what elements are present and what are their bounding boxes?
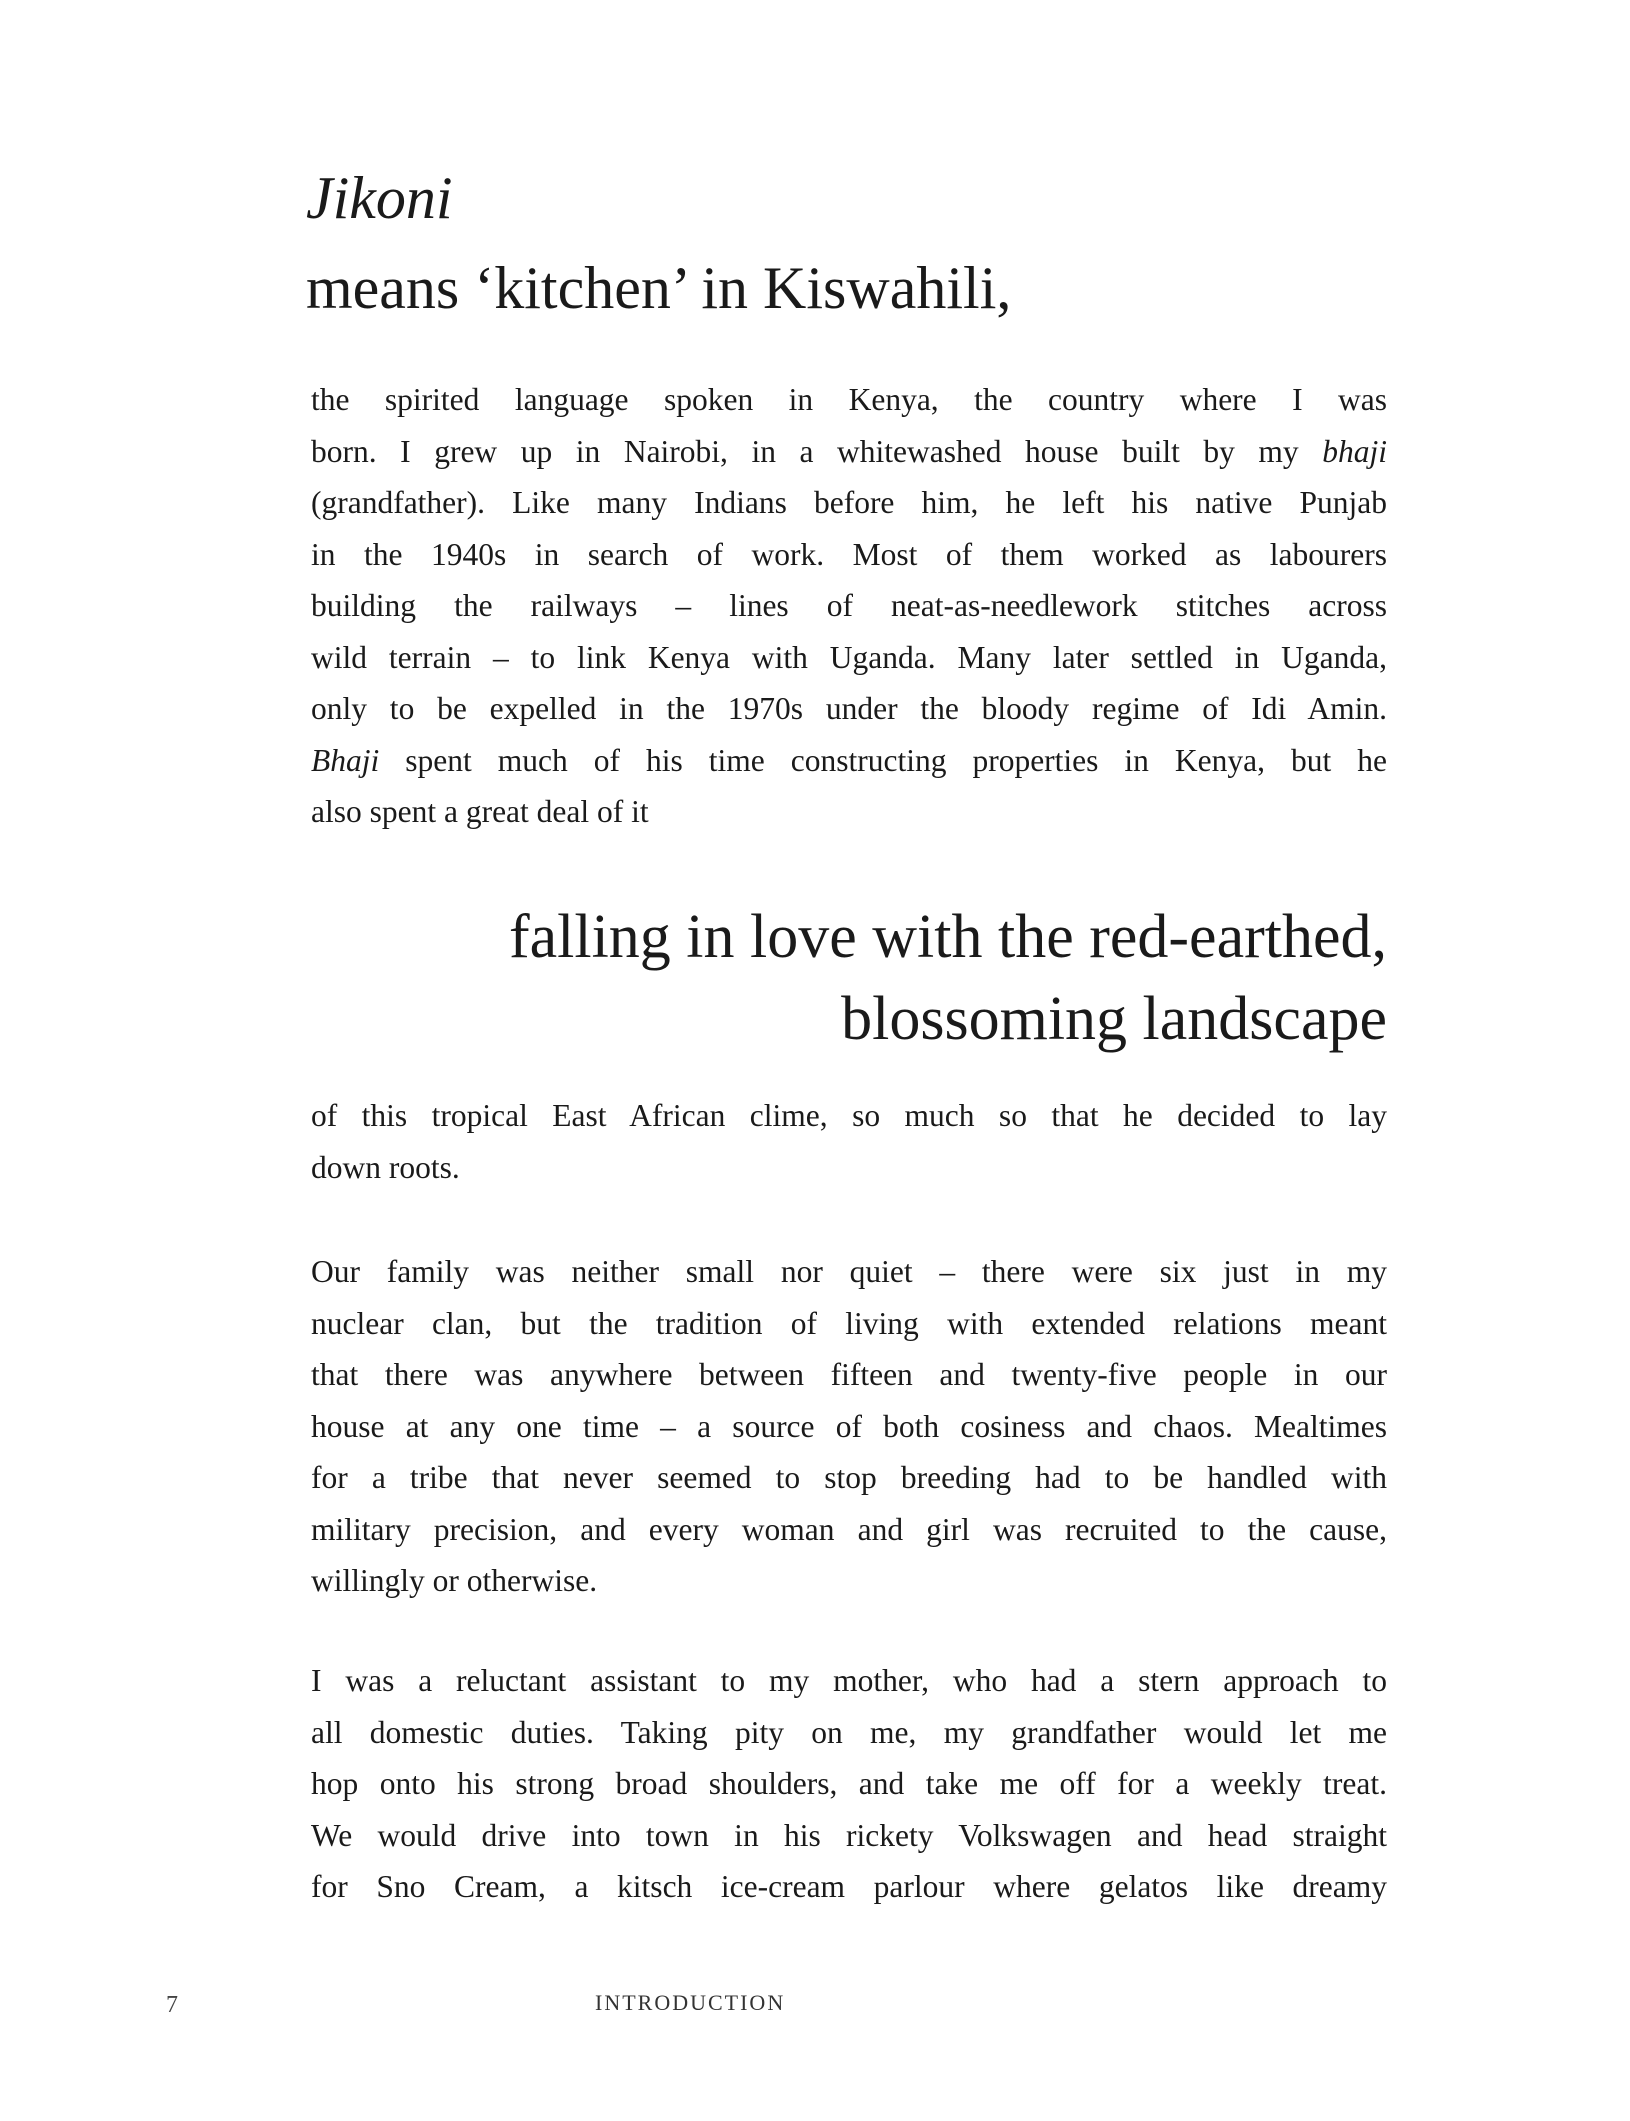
- text-segment: house at any one time – a source of both cosiness and chaos. Mealtimes: [311, 1408, 1387, 1444]
- text-segment: I was a reluctant assistant to my mother, who had a stern approach to: [311, 1663, 1387, 1698]
- text-line: [311, 1246, 1387, 1298]
- text-line: [311, 1555, 1387, 1607]
- text-segment: (grandfather). Like many Indians before him, he left his native Punjab: [311, 485, 1387, 520]
- text-segment: the spirited language spoken in Kenya, the country where I was: [311, 382, 1387, 417]
- text-line: [311, 580, 1387, 632]
- text-segment: spent much of his time constructing properties in Kenya, but he: [379, 742, 1387, 778]
- text-line: [311, 735, 1387, 787]
- text-line: [311, 426, 1387, 478]
- text-line: [311, 786, 1387, 838]
- text-segment: willingly or otherwise.: [311, 1563, 598, 1598]
- text-segment: down roots.: [311, 1149, 460, 1185]
- paragraph-4: [311, 1655, 1387, 1913]
- paragraph-1: [311, 374, 1387, 838]
- chapter-subtitle: means ‘kitchen’ in Kiswahili,: [306, 255, 1012, 321]
- text-line: [311, 1707, 1387, 1759]
- text-segment: in the 1940s in search of work. Most of them worked as labourers: [311, 536, 1387, 572]
- pull-quote-line-2: blossoming landscape: [841, 985, 1387, 1053]
- text-line: [311, 1298, 1387, 1350]
- text-line: [311, 477, 1387, 529]
- text-segment: only to be expelled in the 1970s under the bloody regime of Idi Amin.: [311, 691, 1387, 726]
- paragraph-3: [311, 1246, 1387, 1607]
- page-number: 7: [166, 1992, 178, 2018]
- text-segment: of this tropical East African clime, so much so that he decided to lay: [311, 1098, 1387, 1133]
- italic-word: bhaji: [1322, 433, 1387, 469]
- text-segment: for Sno Cream, a kitsch ice-cream parlour where gelatos like dreamy: [311, 1869, 1387, 1904]
- text-line: [311, 1142, 1387, 1194]
- text-segment: Our family was neither small nor quiet – there were six just in my: [311, 1254, 1387, 1289]
- text-segment: We would drive into town in his rickety Volkswagen and head straight: [311, 1817, 1387, 1853]
- text-line: [311, 632, 1387, 684]
- chapter-title: Jikoni: [306, 165, 453, 231]
- paragraph-2: [311, 1090, 1387, 1193]
- text-line: [311, 1655, 1387, 1707]
- text-segment: also spent a great deal of it: [311, 794, 649, 829]
- text-line: [311, 1090, 1387, 1142]
- text-segment: for a tribe that never seemed to stop breeding had to be handled with: [311, 1460, 1387, 1495]
- text-line: [311, 529, 1387, 581]
- text-segment: born. I grew up in Nairobi, in a whitewashed house built by my: [311, 433, 1323, 469]
- text-line: [311, 374, 1387, 426]
- text-segment: that there was anywhere between fifteen and twenty-five people in our: [311, 1357, 1387, 1392]
- text-line: [311, 1349, 1387, 1401]
- text-line: [311, 1504, 1387, 1556]
- text-segment: hop onto his strong broad shoulders, and take me off for a weekly treat.: [311, 1766, 1387, 1801]
- text-line: [311, 1810, 1387, 1862]
- running-footer: INTRODUCTION: [595, 1990, 786, 2015]
- text-segment: all domestic duties. Taking pity on me, my grandfather would let me: [311, 1714, 1387, 1750]
- text-line: [311, 683, 1387, 735]
- text-segment: military precision, and every woman and girl was recruited to the cause,: [311, 1511, 1387, 1547]
- pull-quote-line-1: falling in love with the red-earthed,: [508, 903, 1387, 971]
- text-segment: building the railways – lines of neat-as-needlework stitches across: [311, 588, 1387, 623]
- text-line: [311, 1758, 1387, 1810]
- italic-word: Bhaji: [311, 742, 380, 778]
- text-segment: wild terrain – to link Kenya with Uganda. Many later settled in Uganda,: [311, 639, 1387, 675]
- text-line: [311, 1452, 1387, 1504]
- text-line: [311, 1401, 1387, 1453]
- text-segment: nuclear clan, but the tradition of living with extended relations meant: [311, 1305, 1387, 1341]
- pull-quote: [509, 896, 1387, 1060]
- text-line: [311, 1861, 1387, 1913]
